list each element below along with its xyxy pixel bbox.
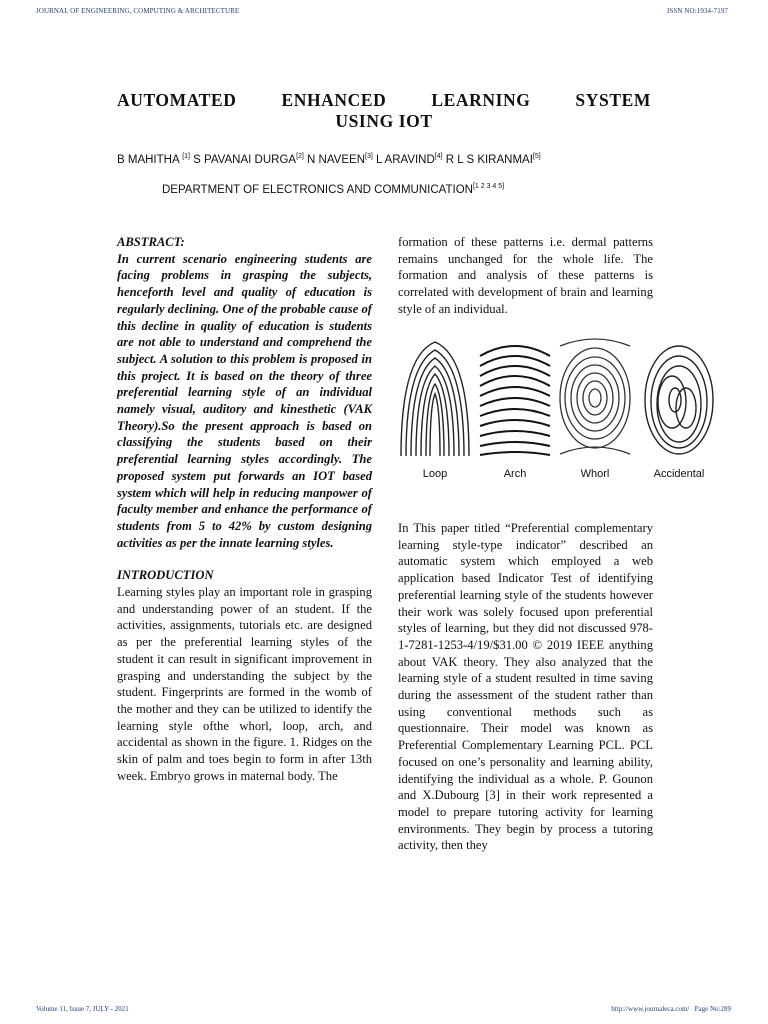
figure-label-loop: Loop bbox=[422, 468, 448, 480]
author-name: B MAHITHA bbox=[117, 153, 183, 166]
author-name: S PAVANAI DURGA bbox=[189, 153, 297, 166]
paper-title bbox=[117, 90, 651, 132]
title-line-2: USING IOT bbox=[335, 111, 433, 131]
right-column-para-2 bbox=[398, 520, 653, 854]
author-ref: [2] bbox=[296, 153, 304, 160]
title-word: ENHANCED bbox=[281, 90, 387, 110]
author-list bbox=[117, 153, 541, 166]
author-ref: [1] bbox=[182, 153, 190, 160]
right-column-para-1 bbox=[398, 234, 653, 318]
author-name: L ARAVIND bbox=[372, 153, 435, 166]
whorl-fingerprint-image bbox=[558, 336, 632, 458]
loop-fingerprint-image bbox=[398, 336, 472, 458]
abstract-heading: ABSTRACT: bbox=[117, 235, 185, 249]
introduction-body: Learning styles play an important role in grasping and understanding power of an student. If the activities, assignments, tutorials etc. are designed as per the preferential learning styles of the student it can result in significant improvement in grasping and understanding the subject by the student. Fingerprints are formed in the womb of the mother and they can be utilized to identify the learning style ofthe whorl, loop, arch, and accidental as shown in the figure. 1. Ridges on the skin of palm and toes begin to form in after 13th week. Embryo grows in maternal body. The bbox=[117, 585, 372, 783]
journal-name: JOURNAL OF ENGINEERING, COMPUTING & ARCHITECTURE bbox=[36, 7, 240, 15]
figure-label-whorl: Whorl bbox=[580, 468, 610, 480]
title-word: AUTOMATED bbox=[117, 90, 237, 110]
accidental-fingerprint-image bbox=[642, 336, 716, 458]
department-name: DEPARTMENT OF ELECTRONICS AND COMMUNICATION bbox=[162, 183, 473, 196]
author-ref: [4] bbox=[434, 153, 443, 160]
footer-url[interactable]: http://www.journaleca.com/ bbox=[611, 1005, 690, 1013]
author-name: N NAVEEN bbox=[303, 153, 365, 166]
author-name: R L S KIRANMAI bbox=[442, 153, 533, 166]
author-ref: [3] bbox=[365, 153, 373, 160]
footer-volume: Volume 11, Issue 7, JULY - 2021 bbox=[36, 1005, 129, 1013]
title-word: LEARNING bbox=[431, 90, 531, 110]
introduction-heading: INTRODUCTION bbox=[117, 568, 214, 583]
department-ref: [1 2 3 4 5] bbox=[472, 183, 505, 190]
footer-right bbox=[611, 1005, 731, 1013]
figure-label-accidental: Accidental bbox=[653, 468, 705, 480]
author-ref: [5] bbox=[532, 153, 541, 160]
title-word: SYSTEM bbox=[575, 90, 651, 110]
fingerprint-figure bbox=[398, 336, 716, 488]
department bbox=[162, 183, 504, 196]
left-column bbox=[117, 234, 372, 785]
paragraph: formation of these patterns i.e. dermal patterns remains unchanged for the whole life. The formation and analysis of these patterns is correlated with development of brain and learning style of an individual. bbox=[398, 235, 653, 316]
footer-page: Page No:289 bbox=[694, 1005, 731, 1013]
paragraph: In This paper titled “Preferential complementary learning style-type indicator” described an automatic system which employed a web application based Indicator Test of identifying preferential learning style of the students however their work was solely focused upon preferential styles of learning, but they did not discussed 978-1-7281-1253-4/19/$31.00 © 2019 IEEE anything about VAK theory. They also analyzed that the learning style of a student resulted in time saving during the assessment of the student rather than using conventional methods such as questionnaire. Their model was known as Preferential Complementary Learning PCL. PCL focused on one’s personality and learning ability, identifying the individual as a whole. P. Gounon and X.Dubourg [3] in their work represented a model to prepare tutoring activity for learning environments. They begin by process a tutoring activity, then they bbox=[398, 521, 653, 853]
abstract-body: In current scenario engineering students are facing problems in grasping the subjects, henceforth level and quality of education is regularly declining. One of the probable cause of this decline in quality of education is students are not able to understand and comprehend the subject. A solution to this problem is proposed in this project. It is based on the theory of three preferential learning style of an individual namely visual, auditory and kinesthetic (VAK Theory).So the present approach is based on classifying the students based on their preferential learning styles accordingly. The proposed system put forwards an IOT based system which will help in reducing manpower of faculty member and enhance the performance of students from 5 to 42% by custom designing activities as per the innate learning styles. bbox=[117, 251, 372, 550]
figure-label-arch: Arch bbox=[503, 468, 527, 480]
arch-fingerprint-image bbox=[478, 336, 552, 458]
issn: ISSN NO:1934-7197 bbox=[666, 7, 728, 15]
